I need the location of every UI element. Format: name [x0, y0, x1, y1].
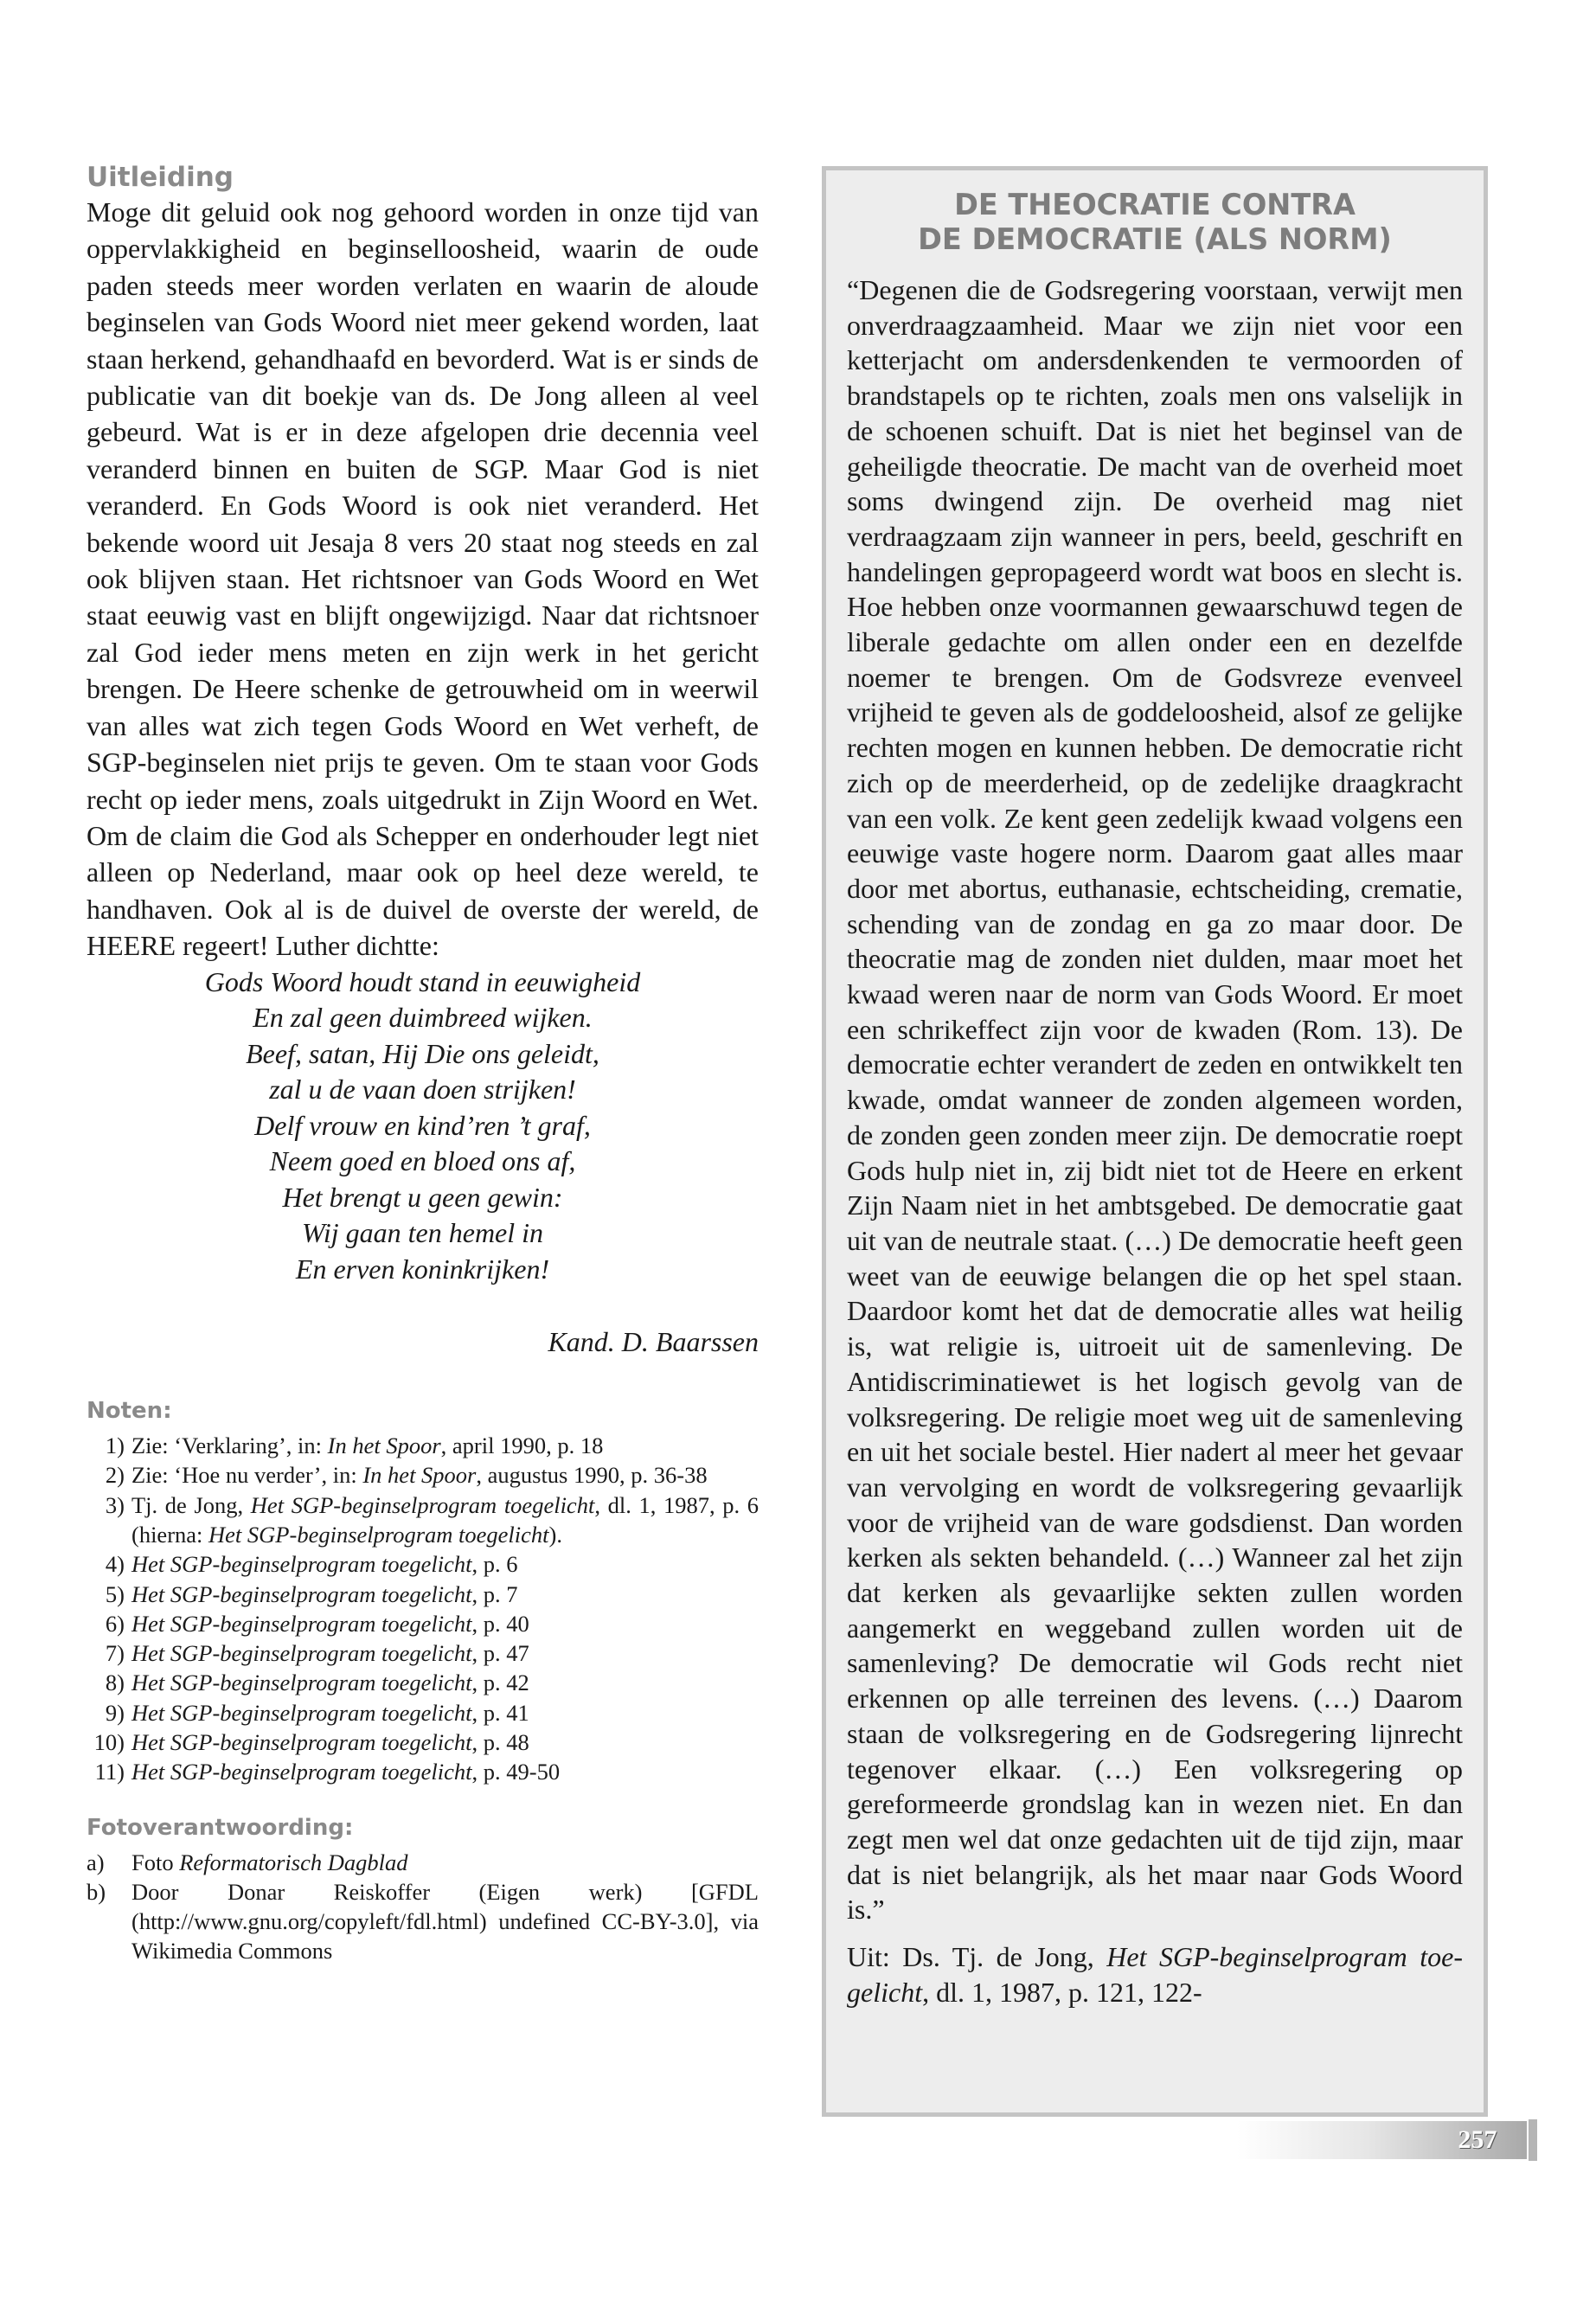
poem-line: Gods Woord houdt stand in eeuwigheid [204, 965, 641, 997]
poem-line: Het brengt u geen gewin: [282, 1181, 563, 1213]
poem-line: En zal geen duimbreed wijken. [253, 1002, 593, 1034]
notes-heading: Noten: [87, 1398, 172, 1425]
page-edge-tab [1529, 2119, 1537, 2161]
sidebar-quote: “Degenen die de Godsregering voorstaan, verwijt men onverdraagzaamheid. Maar we zijn niet voor een ketterjacht om andersdenkenden te vermoorden of brandstapels op te richten, zoals men ons valselijk in de schoenen schuift. Dat is niet het beginsel van de geheiligde theocratie. De macht van de overheid moet soms dwingend zijn. De overheid mag niet verdraagzaam zijn wanneer in pers, beeld, geschrift en handelingen gepropageerd wordt wat boos en slecht is. Hoe hebben onze voormannen gewaarschuwd tegen de liberale gedachte om allen onder een en dezelfde noemer te brengen. Om de Godsvreze evenveel vrijheid te geven als de goddeloosheid, alsof ze gelijke rechten mogen en kunnen hebben. De democratie richt zich op de meerderheid, op de zedelijke draagkracht van een volk. Ze kent geen zedelijk kwaad volgens een eeuwige vaste hogere norm. Daarom gaat alles maar door met abortus, euthanasie, echtscheiding, crematie, schending van de zondag en ga zo maar door. De theocratie mag de zonden niet dulden, maar moet het kwaad weren naar de norm van Gods Woord. Er moet een schrikeffect zijn voor de kwaden (Rom. 13). De democratie echter verandert de zeden en ontwikkelt ten kwade, omdat wanneer de zonden algemeen worden, de zonden geen zonden meer zijn. De democratie roept Gods hulp niet in, zij bidt niet tot de Heere en erkent Zijn Naam niet in het ambtsgebed. De democratie gaat uit van de neutrale staat. (…) De democratie heeft geen weet van de eeuwige belangen die op het spel staan. Daardoor komt het dat de democratie alles wat heilig is, wat religie is, uitroeit uit de samenleving. De Antidiscriminatiewet is het logisch gevolg van de volksregering. De religie moet weg uit de samenleving en uit het sociale bestel. Hier nadert al meer het gevaar van vervolging en wordt de volksregering gevaarlijk voor de vrijheid van de ware godsdienst. Dan worden kerken als sekten behandeld. (…) Wanneer zal het zijn dat kerken als gevaarlijke sekten zullen worden aangemerkt en weggeband zullen worden uit de samenleving? De democratie wil Gods recht niet erkennen op alle terreinen des levens. (…) Daarom staan de volksregering en de Godsregering lijnrecht tegenover elkaar. (…) Een volksregering op gereformeerde grondslag kan in wezen niet. En dan zegt men wel dat onze gedachten uit de tijd zijn, maar dat is niet belangrijk, als het maar naar Gods Woord is.” [847, 274, 1463, 1926]
poem-line: En erven koninkrijken! [295, 1253, 550, 1285]
photo-credits-heading: Fotoverantwoording: [87, 1814, 354, 1841]
main-column [87, 161, 759, 1966]
author-signature: Kand. D. Baarssen [548, 1326, 759, 1358]
sidebar-source: Uit: Ds. Tj. de Jong, Het SGP-beginselprogram toegelicht, dl. 1, 1987, p. 121, 122- [847, 1941, 1464, 2008]
note-item: 1) Zie: ‘Verklaring’, in: In het Spoor, april 1990, p. 18 [105, 1433, 604, 1459]
note-item: 7) Het SGP-beginselprogram toegelicht, p. 47 [105, 1640, 529, 1667]
note-item: 6) Het SGP-beginselprogram toegelicht, p. 40 [105, 1610, 529, 1637]
sidebar-title-line: DE THEOCRATIE CONTRA [954, 188, 1356, 221]
note-item: 9) Het SGP-beginselprogram toegelicht, p. 41 [105, 1699, 529, 1726]
note-item: 5) Het SGP-beginselprogram toegelicht, p. 7 [105, 1580, 518, 1607]
page-number: 257 [1458, 2125, 1497, 2154]
sidebar-title-line: DE DEMOCRATIE (ALS NORM) [918, 222, 1392, 256]
note-item: 3) Tj. de Jong, Het SGP-beginselprogram toegelicht, dl. 1, 1987, p. 6 (hierna: Het SGP-beginselprogram toegelicht). [105, 1491, 759, 1548]
note-item: 10) Het SGP-beginselprogram toegelicht, p. 48 [93, 1729, 529, 1755]
luther-poem [87, 965, 759, 1288]
photo-credit-item: a) Foto Reformatorisch Dagblad [87, 1849, 408, 1875]
note-item: 8) Het SGP-beginselprogram toegelicht, p. 42 [105, 1670, 529, 1696]
poem-line: zal u de vaan doen strijken! [269, 1074, 576, 1106]
poem-line: Neem goed en bloed ons af, [269, 1145, 576, 1177]
notes-list [87, 1431, 759, 1787]
poem-line: Delf vrouw en kind’ren ’t graf, [254, 1109, 591, 1141]
section-heading: Uitleiding [87, 162, 234, 193]
photo-credit-item: b) Door Donar Reiskoffer (Eigen werk) [GFDL (http://www.gnu.org/copyleft/fdl.html) undefined CC-BY-3.0], via Wikimedia Commons [87, 1878, 759, 1965]
poem-line: Wij gaan ten hemel in [301, 1217, 544, 1249]
photo-credits-list [87, 1848, 759, 1966]
note-item: 2) Zie: ‘Hoe nu verder’, in: In het Spoor, augustus 1990, p. 36-38 [105, 1462, 708, 1489]
poem-line: Beef, satan, Hij Die ons geleidt, [246, 1037, 599, 1069]
note-item: 4) Het SGP-beginselprogram toegelicht, p. 6 [105, 1551, 518, 1578]
note-item: 11) Het SGP-beginselprogram toegelicht, p. 49-50 [94, 1759, 561, 1785]
sidebar-title [847, 188, 1463, 257]
intro-paragraph: Moge dit geluid ook nog gehoord worden in onze tijd van oppervlakkigheid en beginselloosheid, waarin de oude paden steeds meer worden verlaten en waarin de aloude beginselen van Gods Woord niet meer gekend worden, laat staan herkend, gehandhaafd en bevorderd. Wat is er sinds de publicatie van dit boekje van ds. De Jong alleen al veel gebeurd. Wat is er in deze afgelopen drie decennia veel veranderd binnen en buiten de SGP. Maar God is niet veranderd. En Gods Woord is ook niet veranderd. Het bekende woord uit Jesaja 8 vers 20 staat nog steeds en zal ook blijven staan. Het richtsnoer van Gods Woord en Wet staat eeuwig vast en blijft ongewijzigd. Naar dat richtsnoer zal God ieder mens meten en zijn werk in het gericht brengen. De Heere schenke de getrouwheid om in weerwil van alles wat zich tegen Gods Woord en Wet verheft, de SGP-beginselen niet prijs te geven. Om te staan voor Gods recht op ieder mens, zoals uitgedrukt in Zijn Woord en Wet. Om de claim die God als Schepper en onderhouder legt niet alleen op Nederland, maar ook op heel deze wereld, te handhaven. Ook al is de duivel de overste der wereld, de HEERE regeert! Luther dichtte: [87, 196, 759, 962]
sidebar-box [822, 166, 1488, 2117]
